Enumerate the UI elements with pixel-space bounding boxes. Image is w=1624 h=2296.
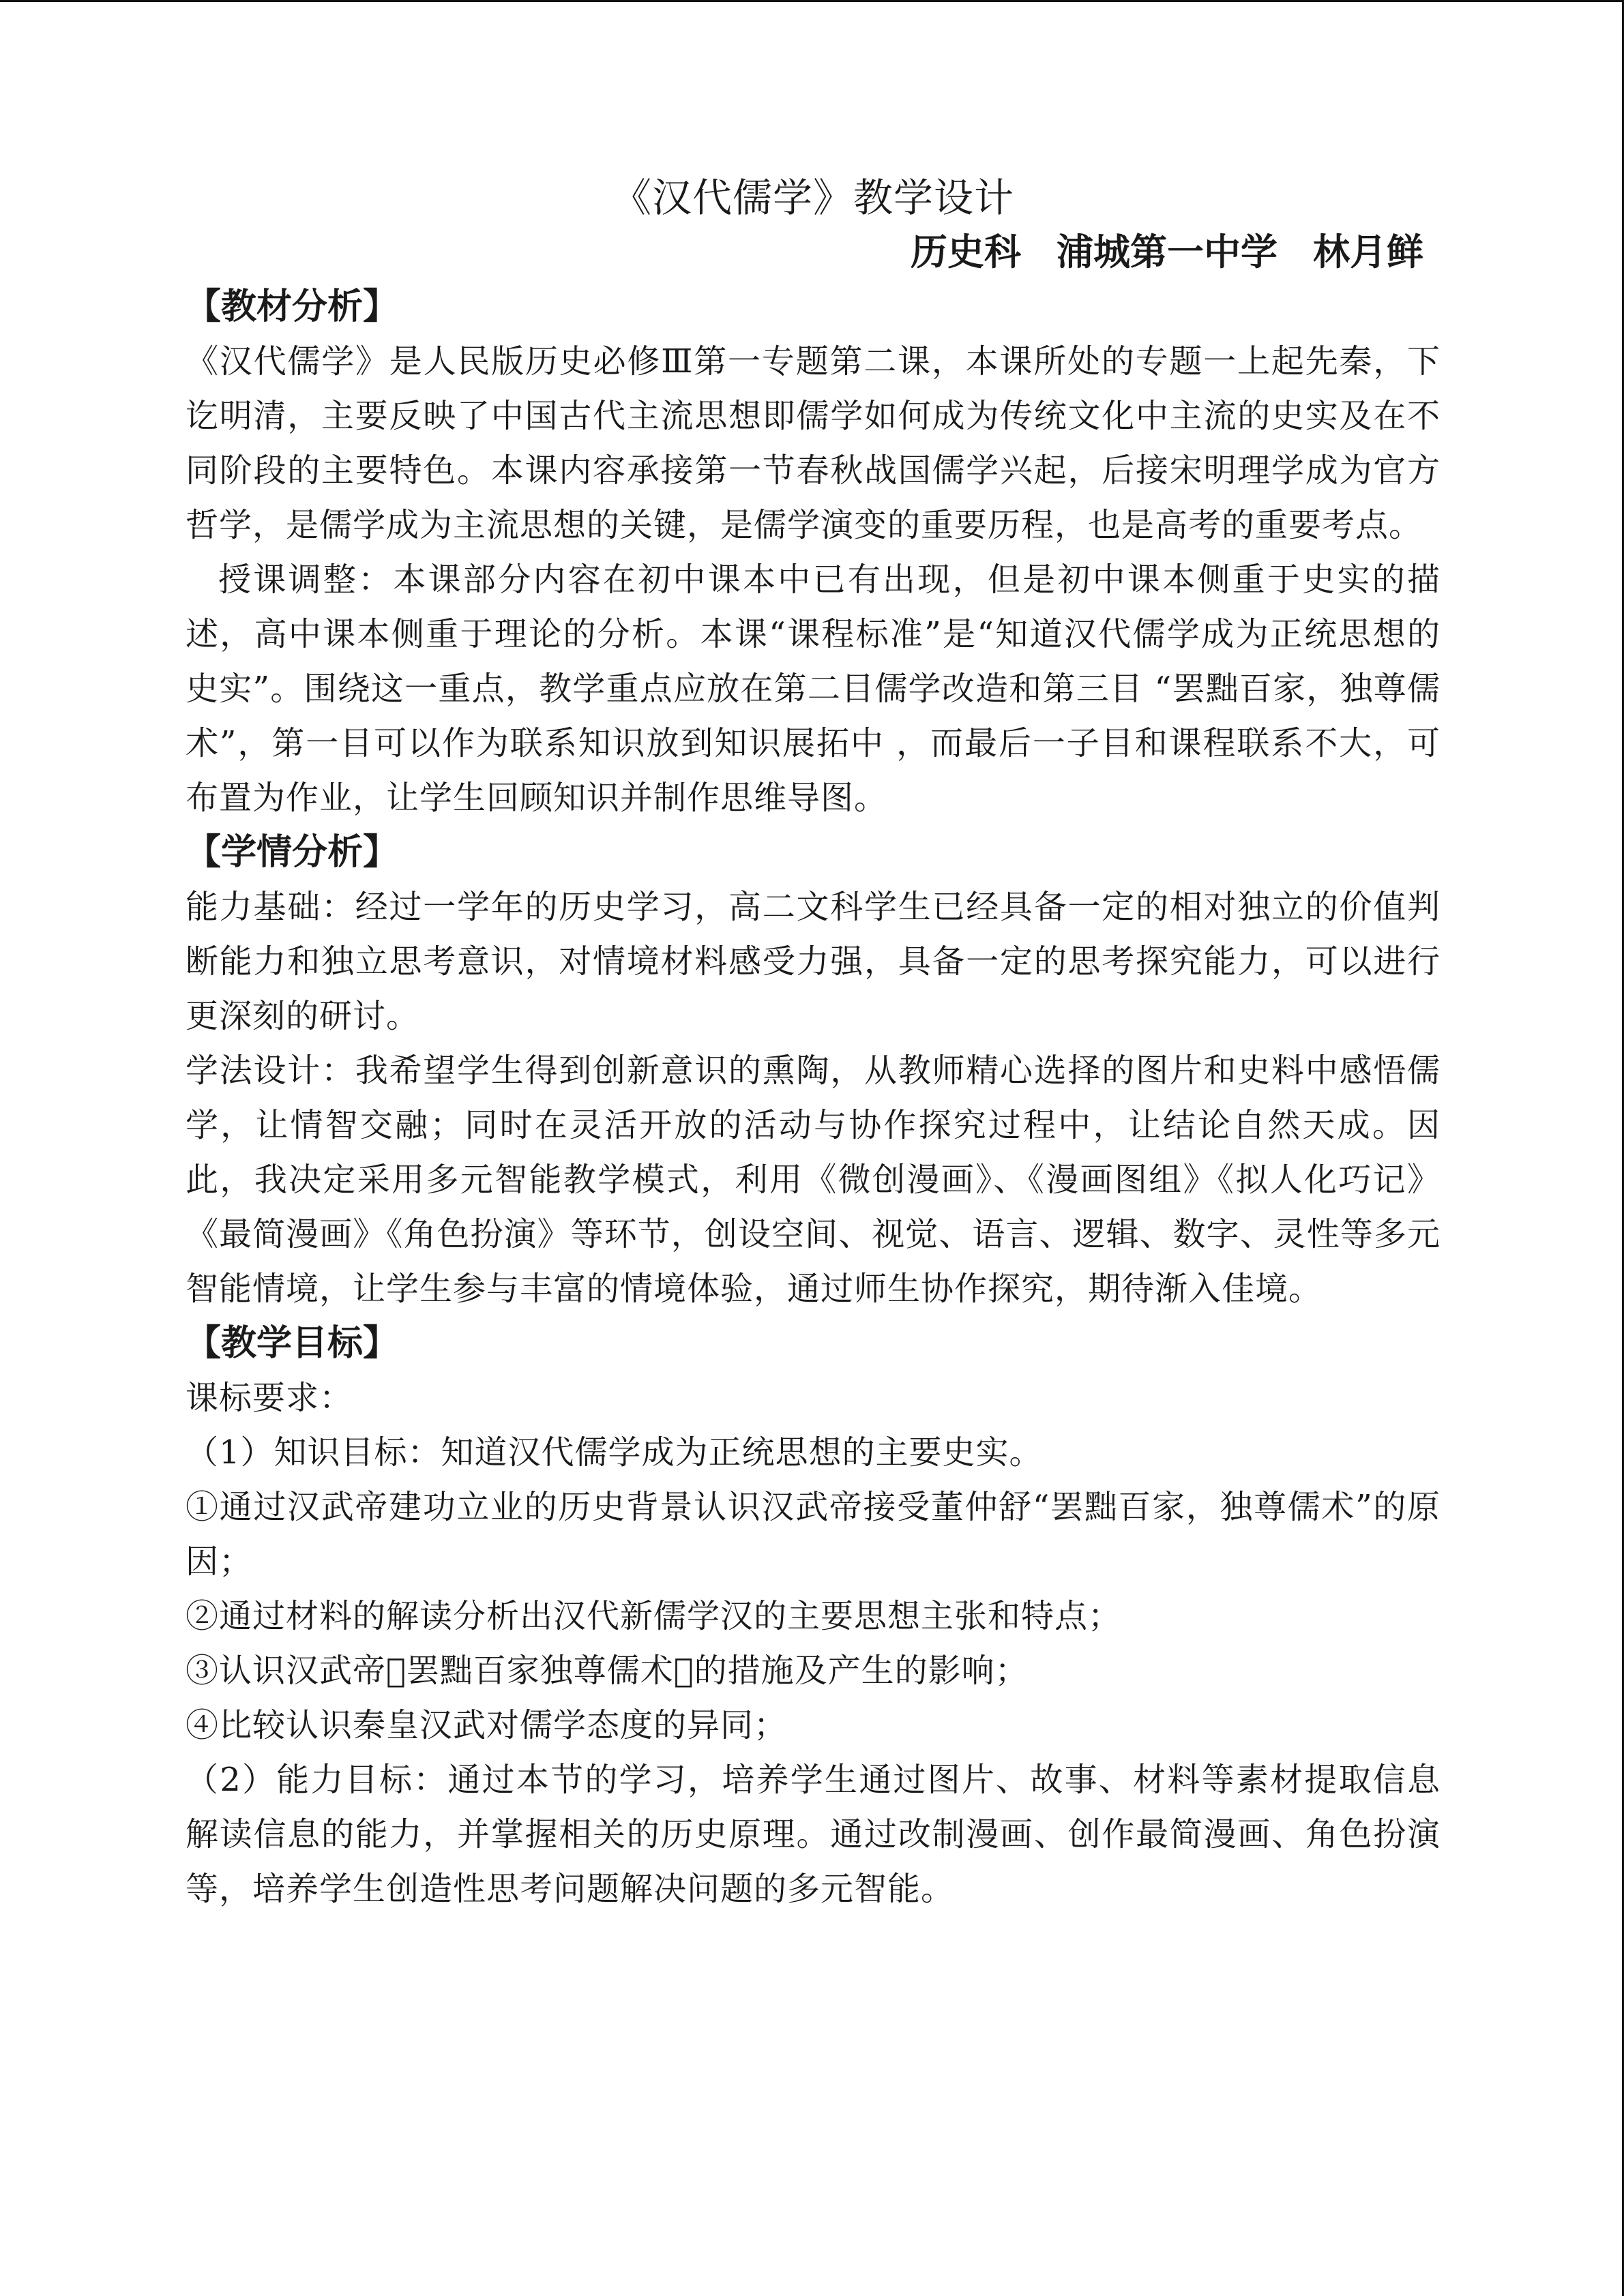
- paragraph: 《汉代儒学》是人民版历史必修Ⅲ第一专题第二课，本课所处的专题一上起先秦，下讫明清，主要反映了中国古代主流思想即儒学如何成为传统文化中主流的史实及在不同阶段的主要特色。本课内容承接第一节春秋战国儒学兴起，后接宋明理学成为官方哲学，是儒学成为主流思想的关键，是儒学演变的重要历程，也是高考的重要考点。: [186, 342, 1441, 544]
- author-line: [186, 225, 1441, 280]
- section-learner-analysis: [186, 825, 1441, 1316]
- paragraph: 学法设计：我希望学生得到创新意识的熏陶，从教师精心选择的图片和史料中感悟儒学，让情智交融；同时在灵活开放的活动与协作探究过程中，让结论自然天成。因此，我决定采用多元智能教学模式，利用《微创漫画》、《漫画图组》《拟人化巧记》《最简漫画》《角色扮演》等环节，创设空间、视觉、语言、逻辑、数字、灵性等多元智能情境，让学生参与丰富的情境体验，通过师生协作探究，期待渐入佳境。: [186, 1052, 1441, 1308]
- paragraph: （1）知识目标：知道汉代儒学成为正统思想的主要史实。: [186, 1433, 1043, 1472]
- author-school: 浦城第一中学: [1057, 230, 1278, 273]
- document-page: [186, 170, 1441, 1916]
- paragraph: ①通过汉武帝建功立业的历史背景认识汉武帝接受董仲舒“罢黜百家，独尊儒术”的原因；: [186, 1488, 1441, 1581]
- paragraph: 能力基础：经过一学年的历史学习，高二文科学生已经具备一定的相对独立的价值判断能力和独立思考意识，对情境材料感受力强，具备一定的思考探究能力，可以进行更深刻的研讨。: [186, 888, 1441, 1035]
- section-textbook-analysis: [186, 280, 1441, 825]
- section-heading: 【学情分析】: [186, 832, 399, 873]
- section-heading: 【教材分析】: [186, 286, 399, 327]
- section-heading: 【教学目标】: [186, 1323, 399, 1364]
- document-title: 《汉代儒学》教学设计: [611, 175, 1014, 221]
- paragraph: ④比较认识秦皇汉武对儒学态度的异同；: [186, 1706, 788, 1744]
- author-subject: 历史科: [911, 230, 1021, 273]
- paragraph: ②通过材料的解读分析出汉代新儒学汉的主要思想主张和特点；: [186, 1597, 1122, 1635]
- section-teaching-objectives: [186, 1316, 1441, 1916]
- paragraph: ③认识汉武帝 罢黜百家独尊儒术 的措施及产生的影响；: [186, 1652, 1029, 1690]
- page-border-top: [0, 0, 1624, 2]
- author-name: 林月鲜: [1313, 230, 1423, 273]
- paragraph: （2）能力目标：通过本节的学习，培养学生通过图片、故事、材料等素材提取信息解读信息的能力，并掌握相关的历史原理。通过改制漫画、创作最简漫画、角色扮演等，培养学生创造性思考问题解决问题的多元智能。: [186, 1761, 1441, 1908]
- paragraph: 课标要求：: [186, 1379, 353, 1417]
- paragraph: 授课调整：本课部分内容在初中课本中已有出现，但是初中课本侧重于史实的描述，高中课本侧重于理论的分析。本课“课程标准”是“知道汉代儒学成为正统思想的史实”。围绕这一重点，教学重点应放在第二目儒学改造和第三目 “罢黜百家，独尊儒术”，第一目可以作为联系知识放到知识展拓中 ，而最后一子目和课程联系不大，可布置为作业，让学生回顾知识并制作思维导图。: [186, 561, 1441, 817]
